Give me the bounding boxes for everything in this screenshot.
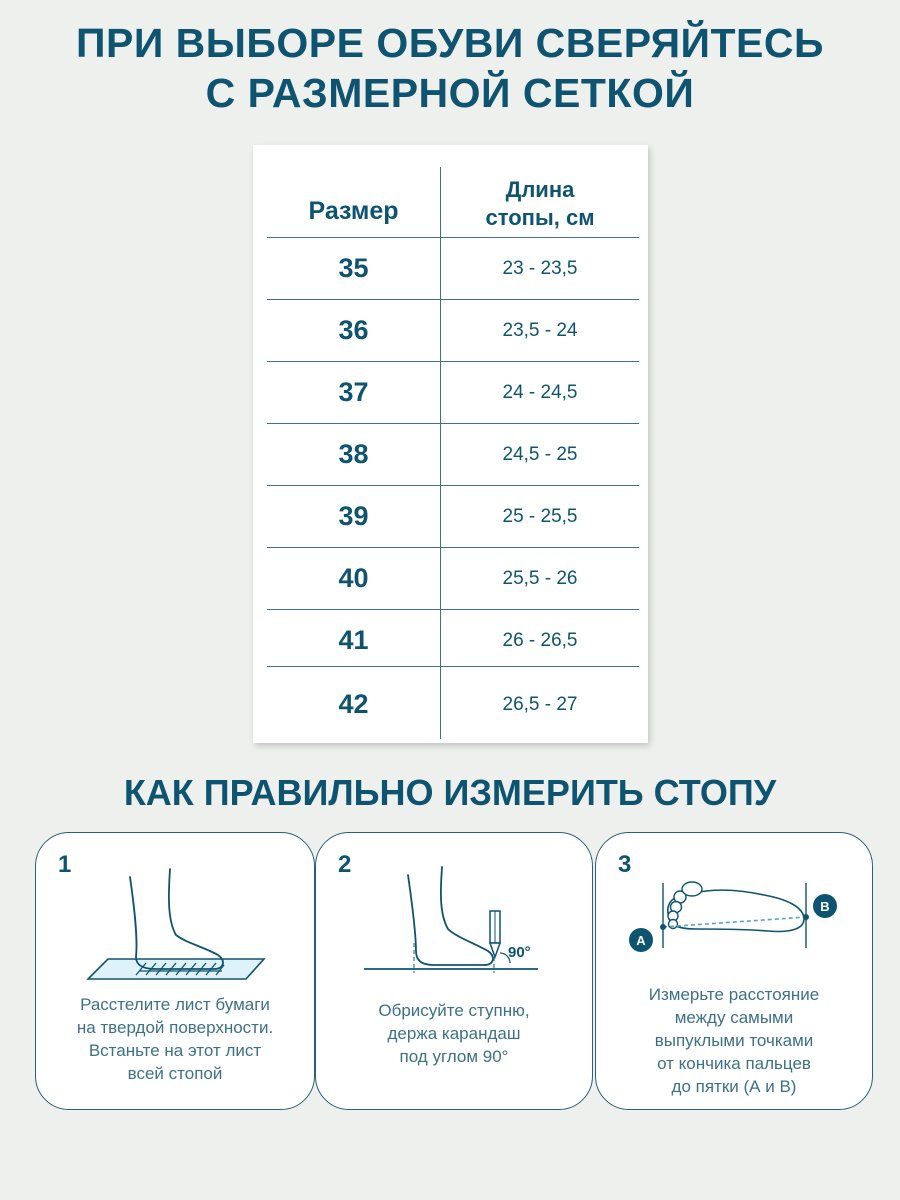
point-a-label: A <box>636 933 646 948</box>
pencil-icon <box>490 911 500 957</box>
table-cell-size: 38 <box>338 439 369 469</box>
step-description <box>46 993 304 1085</box>
table-cell-length: 26 - 26,5 <box>502 629 578 651</box>
page-title-line-1: ПРИ ВЫБОРЕ ОБУВИ СВЕРЯЙТЕСЬ <box>76 20 824 66</box>
table-cell-size: 37 <box>338 377 369 407</box>
step-description <box>326 999 582 1068</box>
step-text-line: Обрисуйте ступню, <box>378 1001 530 1020</box>
table-row-divider <box>267 666 639 667</box>
table-cell-size: 35 <box>338 253 369 283</box>
table-header-length-line-1: Длина <box>505 177 575 202</box>
step-text-line: Встаньте на этот лист <box>88 1041 262 1060</box>
table-cell-size: 42 <box>338 689 369 719</box>
angle-label: 90° <box>508 944 531 961</box>
step-card-1 <box>35 832 315 1110</box>
point-b-label: B <box>820 899 830 914</box>
table-cell-length: 24,5 - 25 <box>502 443 578 465</box>
table-cell-size: 36 <box>338 315 369 345</box>
size-table <box>253 145 648 743</box>
measure-section-title: КАК ПРАВИЛЬНО ИЗМЕРИТЬ СТОПУ <box>123 772 777 813</box>
table-header-length-line-2: стопы, см <box>485 205 595 230</box>
table-cell-length: 23 - 23,5 <box>502 257 578 279</box>
step-text-line: Измерьте расстояние <box>648 985 820 1004</box>
step-text-line: между самыми <box>674 1008 794 1027</box>
step-number: 1 <box>58 851 72 878</box>
foot-on-paper-icon <box>36 833 316 993</box>
table-cell-length: 26,5 - 27 <box>502 693 578 715</box>
step-text-line: до пятки (А и В) <box>671 1077 797 1096</box>
table-cell-length: 24 - 24,5 <box>502 381 578 403</box>
foot-sole-measure-icon <box>596 833 874 983</box>
table-header-size: Размер <box>308 196 399 225</box>
step-text-line: на твердой поверхности. <box>76 1018 274 1037</box>
table-cell-size: 39 <box>338 501 369 531</box>
step-text-line: под углом 90° <box>399 1047 509 1066</box>
step-text-line: от кончика пальцев <box>657 1054 811 1073</box>
table-cell-length: 25 - 25,5 <box>502 505 578 527</box>
foot-tracing-pencil-icon <box>316 833 594 993</box>
page-title <box>0 18 900 118</box>
step-description <box>606 983 862 1098</box>
step-number: 3 <box>618 851 632 878</box>
table-cell-length: 25,5 - 26 <box>502 567 578 589</box>
step-text-line: держа карандаш <box>387 1024 521 1043</box>
step-number: 2 <box>338 851 352 878</box>
table-cell-size: 41 <box>338 625 369 655</box>
step-text-line: выпуклыми точками <box>654 1031 814 1050</box>
step-card-3 <box>595 832 873 1110</box>
table-cell-size: 40 <box>338 563 369 593</box>
step-text-line: всей стопой <box>127 1064 223 1083</box>
step-text-line: Расстелите лист бумаги <box>80 995 270 1014</box>
table-cell-length: 23,5 - 24 <box>502 319 578 341</box>
page-title-line-2: С РАЗМЕРНОЙ СЕТКОЙ <box>205 70 695 116</box>
step-card-2 <box>315 832 593 1110</box>
table-header-length <box>441 169 639 239</box>
